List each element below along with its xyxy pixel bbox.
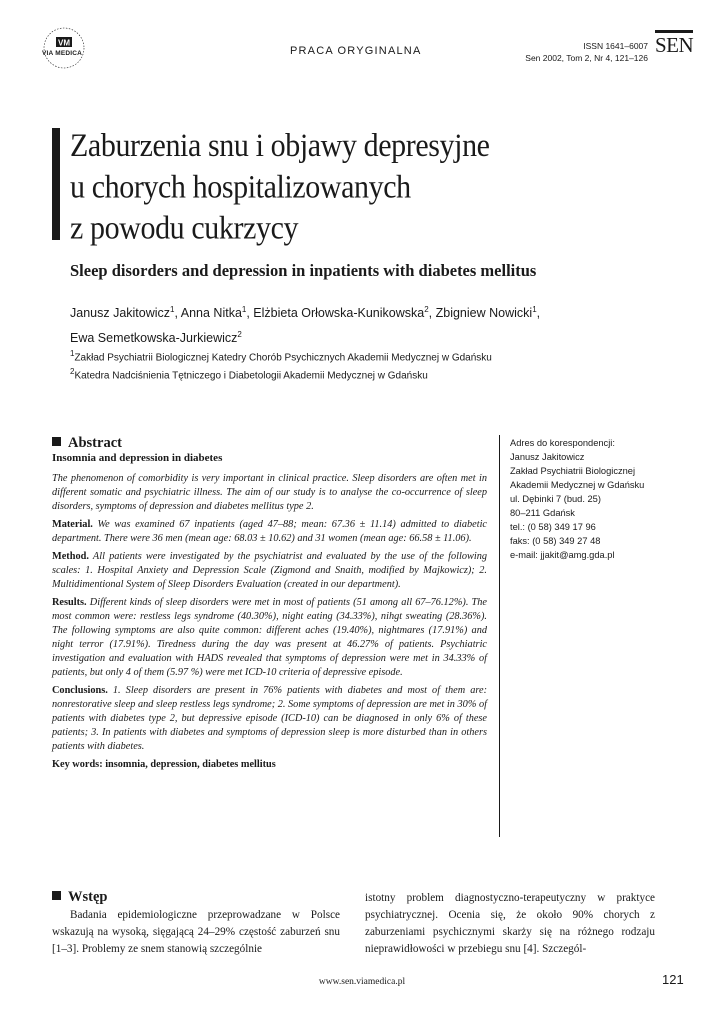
affiliation-mark: 2 (237, 330, 242, 340)
authors-line (70, 299, 630, 324)
title-line: z powodu cukrzycy (70, 210, 299, 246)
section-text: Different kinds of sleep disorders were met in most of patients (51 among all 67–76.12%). The most common were: restless legs syndrome (40.30%), night eating (34.33%), nihgt sweating (28.36%). The following symptoms are also quite common: different aches (19.40%), nightmares (17.91%) and night terror (17.91%). Tiredness during the day was present at 46.27% of patients. Psychiatric investigation and evaluation with HADS revealed that symptoms of depression were met in 34.33% of patients, but only 4 of them (5.97 %) were met ICD-10 criteria of depressive episode. (52, 597, 487, 678)
abstract-conclusions (52, 684, 487, 754)
section-label: Material. (52, 519, 93, 530)
citation: Sen 2002, Tom 2, Nr 4, 121–126 (525, 53, 648, 63)
abstract-heading (52, 435, 122, 452)
logo-text: VIA MEDICA (42, 50, 83, 57)
section-label: Conclusions. (52, 685, 108, 696)
issn: ISSN 1641–6007 (583, 41, 648, 51)
authors (70, 299, 630, 349)
affiliation (70, 347, 630, 365)
affiliation-mark: 1 (170, 305, 175, 314)
author-name: , Elżbieta Orłowska-Kunikowska (246, 306, 425, 321)
affiliation-mark: 1 (70, 349, 75, 358)
abstract-heading-text: Abstract (68, 435, 122, 451)
affiliation-mark: 2 (424, 305, 429, 314)
title-line: Zaburzenia snu i objawy depresyjne (70, 128, 490, 164)
english-title: Sleep disorders and depression in inpatients with diabetes mellitus (70, 261, 537, 280)
correspondence-line: 80–211 Gdańsk (510, 508, 575, 518)
affiliation-mark: 2 (70, 367, 75, 377)
author-name: , Zbigniew Nowicki (428, 306, 533, 321)
column-divider (499, 435, 500, 837)
affiliation-mark: 1 (532, 305, 537, 314)
author-name: , Anna Nitka (174, 306, 242, 321)
journal-abbr: SEN (655, 33, 694, 57)
abstract-material (52, 518, 487, 546)
page-number: 121 (662, 972, 684, 987)
affiliation-text: Zakład Psychiatrii Biologicznej Katedry Chorób Psychicznych Akademii Medycznej w Gdańsku (74, 352, 492, 364)
correspondence-line: Akademii Medycznej w Gdańsku (510, 480, 645, 490)
title-bar (52, 128, 60, 240)
author-name: Ewa Semetkowska-Jurkiewicz (70, 331, 238, 346)
svg-text:VM: VM (58, 38, 70, 48)
intro-right-column: istotny problem diagnostyczno-terapeutyczny w praktyce psychiatrycznej. Ocenia się, że około 90% chorych z zaburzeniami psychicznymi skarży się na różnego rodzaju nieprawidłowości w przebiegu snu [4]. Szczegól- (365, 892, 655, 955)
correspondence-line: Zakład Psychiatrii Biologicznej (510, 466, 636, 476)
correspondence-line: Janusz Jakitowicz (510, 452, 585, 462)
affiliation-text: Katedra Nadciśnienia Tętniczego i Diabetologii Akademii Medycznej w Gdańsku (74, 370, 428, 382)
author-separator: , (536, 306, 541, 321)
correspondence-address (510, 436, 690, 562)
keywords: Key words: insomnia, depression, diabetes mellitus (52, 759, 276, 770)
authors-line (70, 324, 630, 349)
affiliations (70, 347, 630, 384)
affiliation (70, 365, 630, 383)
square-bullet-icon (52, 437, 61, 446)
title-line: u chorych hospitalizowanych (70, 169, 411, 205)
abstract-intro: The phenomenon of comorbidity is very important in clinical practice. Sleep disorders are often met in different somatic and psychiatric illness. The aim of our study is to analyse the co-occurrence of sleep disorders, symptoms of depression and diabetes mellitus type 2. (52, 473, 487, 512)
correspondence-line: faks: (0 58) 349 27 48 (510, 536, 601, 546)
footer-url[interactable]: www.sen.viamedica.pl (318, 977, 406, 987)
correspondence-label: Adres do korespondencji: (510, 438, 615, 448)
section-text: 1. Sleep disorders are present in 76% patients with diabetes and most of them are: nonrestorative sleep and sleep restless legs syndrome; 2. Some symptoms of depression are met in 30% of patients with diabetes type 2, but depressive episode (ICD-10) can be diagnosed in only 6% of these patients; 3. In patients with diabetes and symptoms of depression sleep is more disturbed than in others patients with diabetes. (52, 685, 487, 752)
abstract-body (52, 472, 487, 776)
affiliation-mark: 1 (241, 305, 247, 314)
correspondence-line: ul. Dębinki 7 (bud. 25) (510, 494, 601, 504)
intro-heading (52, 889, 107, 906)
section-text: All patients were investigated by the psychiatrist and evaluated by the use of the following scales: 1. Hospital Anxiety and Depression Scale (Zigmond and Snaith, modified by Majkowicz); 2. Multidimentional System of Sleep Disorders Evaluation (created in our department). (52, 551, 487, 590)
abstract-subtitle: Insomnia and depression in diabetes (52, 452, 223, 464)
section-text: We was examined 67 inpatients (aged 47–88; mean: 67.36 ± 11.14) admitted to diabetic department. There were 36 men (mean age: 68.03 ± 10.62) and 31 women (mean age: 66.58 ± 11.06). (52, 519, 487, 544)
section-label: PRACA ORYGINALNA (290, 45, 422, 57)
issn-block (525, 40, 648, 64)
correspondence-email: e-mail: jjakit@amg.gda.pl (510, 550, 615, 560)
author-name: Janusz Jakitowicz (70, 306, 171, 321)
abstract-results (52, 596, 487, 680)
intro-heading-text: Wstęp (68, 889, 108, 905)
correspondence-line: tel.: (0 58) 349 17 96 (510, 522, 596, 532)
publisher-logo (40, 26, 102, 74)
square-bullet-icon (52, 891, 61, 900)
section-label: Method. (52, 551, 89, 562)
article-title (70, 126, 630, 249)
abstract-method (52, 550, 487, 592)
section-label: Results. (52, 597, 87, 608)
intro-left-column: Badania epidemiologiczne przeprowadzane w Polsce wskazują na wysoką, sięgającą 24–29% częstość zaburzeń snu [1–3]. Problemy ze snem stanowią szczególnie (52, 909, 340, 955)
